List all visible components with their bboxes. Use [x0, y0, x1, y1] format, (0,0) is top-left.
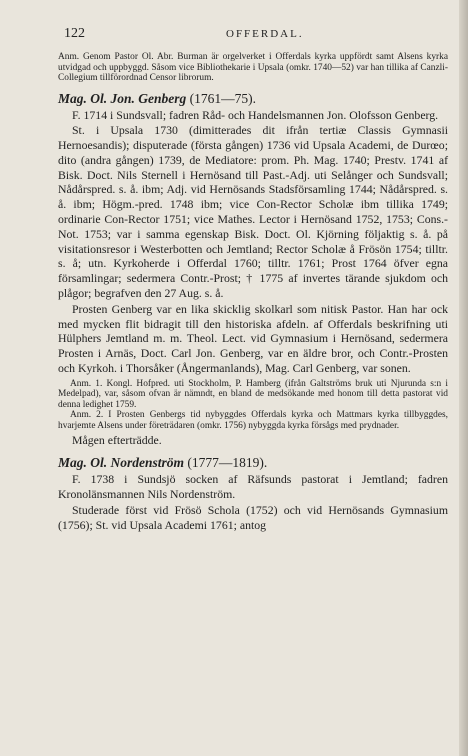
genberg-note-1: Anm. 1. Kongl. Hofpred. uti Stockholm, P. Hamberg (ifrån Galtströms bruk uti Njurunda s:n i Medelpad), var, såsom ofvan är nämndt, en bland de medsökande med honom till detta pastorat vid denna ledighet 1759. — [58, 378, 448, 410]
running-head: OFFERDAL. — [226, 28, 304, 40]
heading-years: (1777—1819). — [187, 455, 268, 471]
genberg-paragraph-1: F. 1714 i Sundsvall; fadren Råd- och Handelsmannen Jon. Olofsson Genberg. — [72, 107, 439, 122]
nordenstrom-paragraph-2: Studerade först vid Frösö Schola (1752) och vid Hernösands Gymnasium (1756); St. vid Upsala Academi 1761; antog — [58, 502, 448, 532]
section-heading-nordenstrom — [58, 454, 448, 472]
heading-name: Mag. Ol. Nordenström — [58, 455, 185, 471]
genberg-closing: Mågen efterträdde. — [72, 433, 162, 448]
footnote-top: Anm. Genom Pastor Ol. Abr. Burman är orgelverket i Offerdals kyrka uppfördt samt Alsens kyrka utvidgad och uppbyggd. Såsom vice Bibliothekarie i Upsala (omkr. 1740—52) var han tillika af Canzli-Collegium tillförordnad Censor librorum. — [58, 52, 448, 83]
heading-name: Mag. Ol. Jon. Genberg — [58, 90, 187, 106]
nordenstrom-paragraph-1: F. 1738 i Sundsjö socken af Räfsunds pastorat i Jemtland; fadren Kronolänsmannen Nils Nordenström. — [58, 472, 448, 502]
page-header — [58, 26, 448, 46]
page-number: 122 — [64, 26, 85, 41]
heading-years: (1761—75). — [189, 90, 257, 106]
genberg-note-2: Anm. 2. I Prosten Genbergs tid nybyggdes Offerdals kyrka och Mattmars kyrka tillbyggdes, hvarjemte Alsens under företrädaren (omkr. 1756) nybyggda kyrka försågs med prydnader. — [58, 410, 448, 431]
genberg-paragraph-2: St. i Upsala 1730 (dimitterades dit ifrån tertiæ Classis Gymnasii Hernoesandis); disputerade (första gången) 1736 vid Upsala Academi, de Durœo; dito (andra gången) 1739, de Mediatore: prom. Ph. Mag. 1740; Prestv. 1741 af Bisk. Doct. Nils Sternell i Hernösand till Past.-Adj. uti Selånger och Sundsvall; Nådårspred. s. å. ibm; Adj. vid Hernösands Stadsförsamling 1744; Nådårspred. s. å. ibm; Högm.-pred. 1748 ibm; vice Con-Rector Scholæ ibm tillika 1749; ordinarie Con-Rector 1751; vice Mathes. Lector i Hernösand 1752, 1753; Cons.-Not. 1753; var i samma egenskap Bisk. Doct. Ol. Kjörning följaktig s. å. på visitationsresor i Westerbotten och Jemtland; Rector Scholæ å Frösön 1754; tilltr. s. å; utn. Kyrkoherde i Offerdal 1760; tilltr. 1761; Prost 1764 öfver egna församlingar; sedermera Contr.-Prost; † 1775 af invertes tärande sjukdom och plågor; begrafven den 27 Aug. s. å. — [58, 123, 448, 301]
genberg-paragraph-3: Prosten Genberg var en lika skicklig skolkarl som nitisk Pastor. Han har ock med mycken flit bidragit till den historiska afdeln. af Offerdals beskrifning uti Hülphers Jemtland m. m. Theol. Lect. vid Gymnasium i Hernösand, sedermera Prosten i Arnäs, Doct. Carl Jon. Genberg, var en äldre bror, och Contr.-Prosten och Kyrkoh. i Thorsåker (Ångermanlands), Mag. Carl Genberg, var sonen. — [58, 301, 448, 376]
page-edge — [459, 0, 468, 756]
section-heading-genberg — [58, 90, 448, 108]
